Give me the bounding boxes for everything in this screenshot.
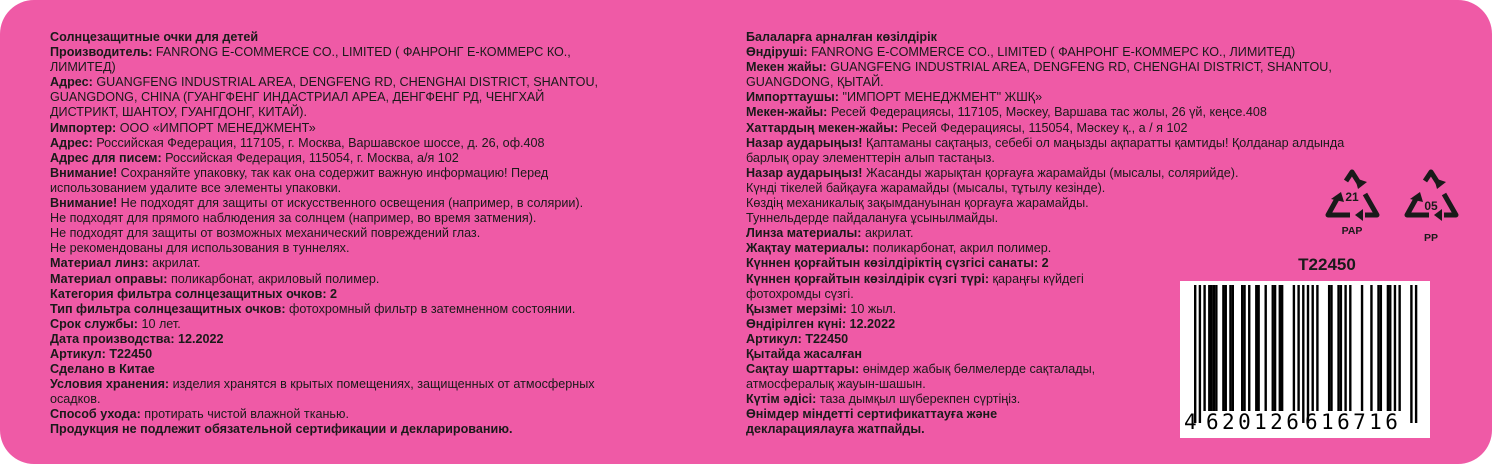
russian-text-line — [50, 362, 690, 377]
bold-text: Условия хранения: — [50, 377, 173, 392]
barcode-bar — [1229, 285, 1231, 411]
bold-text: Хаттардың мекен-жайы: — [746, 120, 902, 135]
russian-text-line — [50, 30, 690, 45]
bold-text: Способ ухода: — [50, 407, 145, 422]
text: Российская Федерация, 115054, г. Москва, а/я 102 — [165, 150, 459, 165]
text: 10 лет. — [141, 316, 181, 331]
barcode-bar — [1398, 285, 1400, 411]
bold-text: Өндірілген күні: 12.2022 — [746, 316, 896, 331]
bold-text: Сақтау шарттары: — [746, 362, 863, 377]
recycling-mark-pap — [1322, 168, 1382, 250]
barcode-bar — [1274, 285, 1276, 411]
russian-text-line — [50, 407, 690, 422]
barcode-bar — [1307, 285, 1309, 423]
barcode-bar — [1225, 285, 1227, 411]
text: Көздің механикалық зақымдануынан қорғауға жарамайды. — [746, 196, 1089, 211]
barcode-first-digit: 4 — [1184, 410, 1197, 434]
barcode-bar — [1248, 285, 1250, 411]
russian-text-line — [50, 226, 690, 241]
text: фотохромды сүзгі. — [746, 286, 854, 301]
russian-text-line — [50, 347, 690, 362]
text: акрилат. — [152, 256, 201, 271]
bold-text: Артикул: T22450 — [746, 331, 849, 346]
russian-text-line — [50, 105, 690, 120]
bold-text: Внимание! — [50, 196, 121, 211]
kazakh-text-line — [746, 121, 1436, 136]
barcode-bar — [1302, 285, 1304, 423]
bold-text: Адрес: — [50, 135, 97, 150]
barcode-right-digits: 616716 — [1305, 410, 1402, 434]
bold-text: Внимание! — [50, 165, 121, 180]
text: Ресей Федерациясы, 115054, Мәскеу қ., а / я 102 — [901, 120, 1188, 135]
text: GUANGFENG INDUSTRIAL AREA, DENGFENG RD, CHENGHAI DISTRICT, SHANTOU, — [96, 75, 599, 90]
text: протирать чистой влажной тканью. — [144, 407, 349, 422]
bold-text: Жақтау материалы: — [746, 241, 873, 256]
kazakh-text-line — [746, 90, 1436, 105]
text: поликарбонат, акриловый полимер. — [170, 271, 380, 286]
russian-text-line — [50, 151, 690, 166]
bold-text: Линза материалы: — [746, 226, 865, 241]
russian-text-line — [50, 422, 690, 437]
barcode-bar — [1232, 285, 1234, 411]
recycling-code: PAP — [1341, 225, 1363, 237]
text: Российская Федерация, 117105, г. Москва, Варшавское шоссе, д. 26, оф.408 — [96, 135, 545, 150]
barcode-bar — [1210, 285, 1212, 411]
russian-text-line — [50, 181, 690, 196]
russian-text-line — [50, 392, 690, 407]
barcode-bar — [1279, 285, 1281, 411]
text: Күнді тікелей байқауға жарамайды (мысалы, тұтылу кезінде). — [746, 180, 1106, 195]
barcode-bar — [1199, 285, 1201, 423]
recycling-number: 21 — [1345, 190, 1359, 204]
text: GUANGDONG, ҚЫТАЙ. — [746, 75, 884, 90]
text: Жасанды жарықтан қорғауға жарамайды (мысалы, солярийде). — [866, 165, 1239, 180]
barcode-bar — [1337, 285, 1339, 411]
barcode-bar — [1215, 285, 1217, 411]
russian-text-line — [50, 256, 690, 271]
bold-text: Мекен жайы: — [746, 60, 831, 75]
bold-text: Продукция не подлежит обязательной сертификации и декларированию. — [50, 422, 513, 437]
recycling-mark-pp — [1401, 168, 1461, 250]
bold-text: Дата производства: 12.2022 — [50, 331, 224, 346]
text: ДИСТРИКТ, ШАНТОУ, ГУАНГДОНГ, КИТАЙ). — [50, 105, 307, 120]
text: атмосфералық жауын-шашын. — [746, 377, 926, 392]
barcode-left-digits: 620126 — [1206, 410, 1303, 434]
barcode-bar — [1370, 285, 1372, 411]
text: қараңғы күйдегі — [992, 271, 1084, 286]
bold-text: Материал линз: — [50, 256, 153, 271]
text: Қаптаманы сақтаңыз, себебі ол маңызды ақпаратты қамтиды! Қолданар алдында — [866, 135, 1345, 150]
kazakh-text-line — [746, 30, 1436, 45]
barcode-bar — [1349, 285, 1351, 411]
kazakh-text-line — [746, 75, 1436, 90]
text: GUANGFENG INDUSTRIAL AREA, DENGFENG RD, CHENGHAI DISTRICT, SHANTOU, — [830, 60, 1332, 75]
bold-text: Импортер: — [50, 120, 120, 135]
bold-text: Күннен қорғайтын көзілдірік сүзгі түрі: — [746, 271, 993, 286]
barcode-bar — [1415, 285, 1417, 423]
russian-text-line — [50, 90, 690, 105]
bold-text: Қызмет мерзімі: — [746, 301, 851, 316]
barcode-digits — [1180, 410, 1430, 436]
barcode-bar — [1213, 285, 1215, 411]
barcode-bar — [1241, 285, 1243, 411]
barcode-bar — [1265, 285, 1267, 411]
barcode-bar — [1410, 285, 1412, 423]
barcode-bar — [1272, 285, 1274, 411]
bold-text: Мекен-жайы: — [746, 105, 831, 120]
bold-text: Категория фильтра солнцезащитных очков: 2 — [50, 286, 338, 301]
barcode-bar — [1194, 285, 1196, 423]
kazakh-text-line — [746, 60, 1436, 75]
bold-text: Материал оправы: — [50, 271, 171, 286]
barcode-bar — [1281, 285, 1283, 411]
russian-text-column — [50, 30, 690, 438]
bold-text: Күннен қорғайтын көзілдіріктің сүзгісі санаты: 2 — [746, 256, 1049, 271]
barcode-bar — [1222, 285, 1224, 411]
russian-text-line — [50, 136, 690, 151]
barcode-bar — [1344, 285, 1346, 411]
kazakh-text-line — [746, 45, 1436, 60]
barcode-bar — [1361, 285, 1363, 411]
text: ЛИМИТЕД) — [50, 60, 116, 75]
text: изделия хранятся в крытых помещениях, защищенных от атмосферных — [172, 377, 595, 392]
russian-text-line — [50, 211, 690, 226]
russian-text-line — [50, 302, 690, 317]
text: GUANGDONG, CHINA (ГУАНГФЕНГ ИНДАСТРИАЛ АРЕА, ДЕНГФЕНГ РД, ЧЕНГХАЙ — [50, 90, 545, 105]
russian-text-line — [50, 287, 690, 302]
bold-text: Қытайда жасалған — [746, 346, 862, 361]
kazakh-text-line — [746, 151, 1436, 166]
text: Не подходят для прямого наблюдения за солнцем (например, во время затмения). — [50, 211, 537, 226]
text: FANRONG E-COMMERCE CO., LIMITED ( ФАНРОНГ Е-КОММЕРС КО., ЛИМИТЕД) — [811, 45, 1296, 60]
text: "ИМПОРТ МЕНЕДЖМЕНТ" ЖШҚ» — [842, 90, 1043, 105]
barcode-bar — [1389, 285, 1391, 411]
russian-text-line — [50, 272, 690, 287]
bold-text: Өнімдер міндетті сертификаттауға және — [746, 407, 998, 422]
text: Ресей Федерациясы, 117105, Мәскеу, Варшава тас жолы, 26 үй, кеңсе.408 — [830, 105, 1267, 120]
kazakh-text-line — [746, 105, 1436, 120]
text: поликарбонат, акрил полимер. — [872, 241, 1052, 256]
barcode-bar — [1330, 285, 1332, 411]
bold-text: Назар аударыңыз! — [746, 165, 866, 180]
russian-text-line — [50, 45, 690, 60]
text: өнімдер жабық бөлмелерде сақталады, — [862, 362, 1096, 377]
bold-text: Импорттаушы: — [746, 90, 843, 105]
barcode-bar — [1293, 285, 1295, 411]
text: Туннельдерде пайдалануға ұсынылмайды. — [746, 211, 999, 226]
barcode-bar — [1387, 285, 1389, 411]
russian-text-line — [50, 317, 690, 332]
text: осадков. — [50, 392, 101, 407]
text: ООО «ИМПОРТ МЕНЕДЖМЕНТ» — [119, 120, 316, 135]
bold-text: Производитель: — [50, 45, 156, 60]
bold-text: Солнцезащитные очки для детей — [50, 30, 259, 44]
russian-text-line — [50, 241, 690, 256]
barcode-bar — [1312, 285, 1314, 411]
bold-text: Балаларға арналған көзілдірік — [746, 30, 937, 44]
barcode-bar — [1394, 285, 1396, 411]
bold-text: Күтім әдісі: — [746, 392, 820, 407]
barcode-bar — [1243, 285, 1245, 411]
barcode-bar — [1257, 285, 1259, 411]
bold-text: Адрес: — [50, 75, 97, 90]
barcode-bar — [1255, 285, 1257, 411]
text: таза дымқыл шүберекпен сүртіңіз. — [819, 392, 1021, 407]
recycling-number: 05 — [1424, 199, 1438, 213]
bold-text: Тип фильтра солнцезащитных очков: — [50, 301, 290, 316]
bold-text: Өндіруші: — [746, 45, 812, 60]
russian-text-line — [50, 166, 690, 181]
barcode-bar — [1203, 285, 1205, 411]
barcode-bar — [1328, 285, 1330, 411]
bold-text: Срок службы: — [50, 316, 142, 331]
article-number: T22450 — [1298, 255, 1356, 274]
bold-text: Назар аударыңыз! — [746, 135, 866, 150]
kazakh-text-line — [746, 136, 1436, 151]
text: Не рекомендованы для использования в туннелях. — [50, 241, 350, 256]
text: Сохраняйте упаковку, так как она содержит важную информацию! Перед — [120, 165, 549, 180]
barcode-bar — [1380, 285, 1382, 411]
russian-text-line — [50, 121, 690, 136]
text: 10 жыл. — [850, 301, 897, 316]
barcode-bar — [1377, 285, 1379, 411]
russian-text-line — [50, 196, 690, 211]
text: FANRONG E-COMMERCE CO., LIMITED ( ФАНРОНГ Е-КОММЕРС КО., — [155, 45, 571, 60]
barcode-bar — [1340, 285, 1342, 411]
text: акрилат. — [865, 226, 914, 241]
barcode-bar — [1316, 285, 1318, 411]
text: Не подходят для защиты от возможных механический повреждений глаз. — [50, 226, 481, 241]
recycling-code: PP — [1423, 232, 1438, 244]
text: использованием удалите все элементы упаковки. — [50, 180, 342, 195]
text: Не подходят для защиты от искусственного освещения (например, в солярии). — [120, 196, 584, 211]
barcode-bar — [1297, 285, 1299, 411]
russian-text-line — [50, 377, 690, 392]
text: барлық орау элементтерін алып тастаңыз. — [746, 150, 995, 165]
russian-text-line — [50, 75, 690, 90]
barcode-bar — [1208, 285, 1210, 411]
russian-text-line — [50, 60, 690, 75]
text: фотохромный фильтр в затемненном состоянии. — [289, 301, 576, 316]
bold-text: Артикул: T22450 — [50, 346, 153, 361]
bold-text: Адрес для писем: — [50, 150, 166, 165]
bold-text: декларациялауға жатпайды. — [746, 422, 925, 437]
bold-text: Сделано в Китае — [50, 362, 155, 377]
barcode — [1180, 281, 1430, 438]
russian-text-line — [50, 332, 690, 347]
